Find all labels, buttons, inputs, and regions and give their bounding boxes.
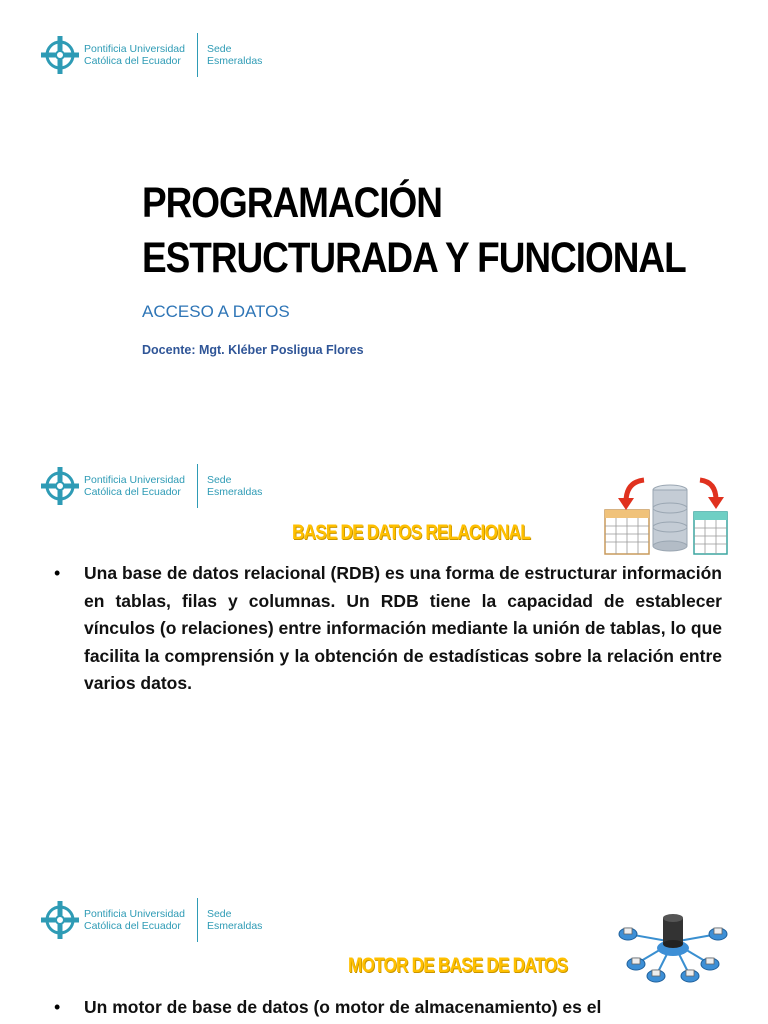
bullet-icon: • <box>54 563 61 583</box>
docente-label: Docente: Mgt. Kléber Posligua Flores <box>142 343 364 357</box>
university-emblem-icon <box>40 899 80 941</box>
slide-title <box>0 0 768 430</box>
university-name-line2: Católica del Ecuador <box>84 486 181 498</box>
bullet-text: Una base de datos relacional (RDB) es una forma de estructurar información en tablas, filas y columnas. Un RDB tiene la capacidad de establecer vínculos (o relaciones) entre información mediante la unión de tablas, lo que facilita la comprensión y la obtención de estadísticas sobre la relación entre varios datos. <box>84 563 722 693</box>
university-logo <box>40 898 262 942</box>
university-emblem-icon <box>40 465 80 507</box>
sede-city: Esmeraldas <box>206 486 263 498</box>
course-title-line2: ESTRUCTURADA Y FUNCIONAL <box>142 234 686 282</box>
sede-label: Sede <box>206 908 232 920</box>
logo-divider <box>197 33 198 77</box>
database-network-icon <box>618 906 728 984</box>
course-subtitle: ACCESO A DATOS <box>142 302 290 321</box>
university-name-line1: Pontificia Universidad <box>84 43 185 55</box>
course-title-line1: PROGRAMACIÓN <box>142 179 442 227</box>
university-name-line2: Católica del Ecuador <box>84 920 181 932</box>
section-heading: MOTOR DE BASE DE DATOS <box>348 954 568 977</box>
course-title <box>142 176 686 286</box>
logo-divider <box>197 898 198 942</box>
slide-db-engine <box>0 860 768 1024</box>
university-name-line1: Pontificia Universidad <box>84 474 185 486</box>
university-emblem-icon <box>40 34 80 76</box>
sede-city: Esmeraldas <box>206 920 263 932</box>
university-logo <box>40 464 262 508</box>
university-logo <box>40 33 262 77</box>
sede-city: Esmeraldas <box>206 55 263 67</box>
relational-database-icon <box>604 470 728 560</box>
bullet-icon: • <box>54 997 61 1017</box>
slide-relational-db <box>0 430 768 860</box>
university-name-line1: Pontificia Universidad <box>84 908 185 920</box>
university-name-line2: Católica del Ecuador <box>84 55 181 67</box>
list-item <box>54 560 722 698</box>
sede-label: Sede <box>206 43 232 55</box>
bullet-text: Un motor de base de datos (o motor de almacenamiento) es el <box>84 997 602 1017</box>
list-item <box>54 994 722 1022</box>
sede-label: Sede <box>206 474 232 486</box>
section-heading: BASE DE DATOS RELACIONAL <box>292 521 531 544</box>
logo-divider <box>197 464 198 508</box>
